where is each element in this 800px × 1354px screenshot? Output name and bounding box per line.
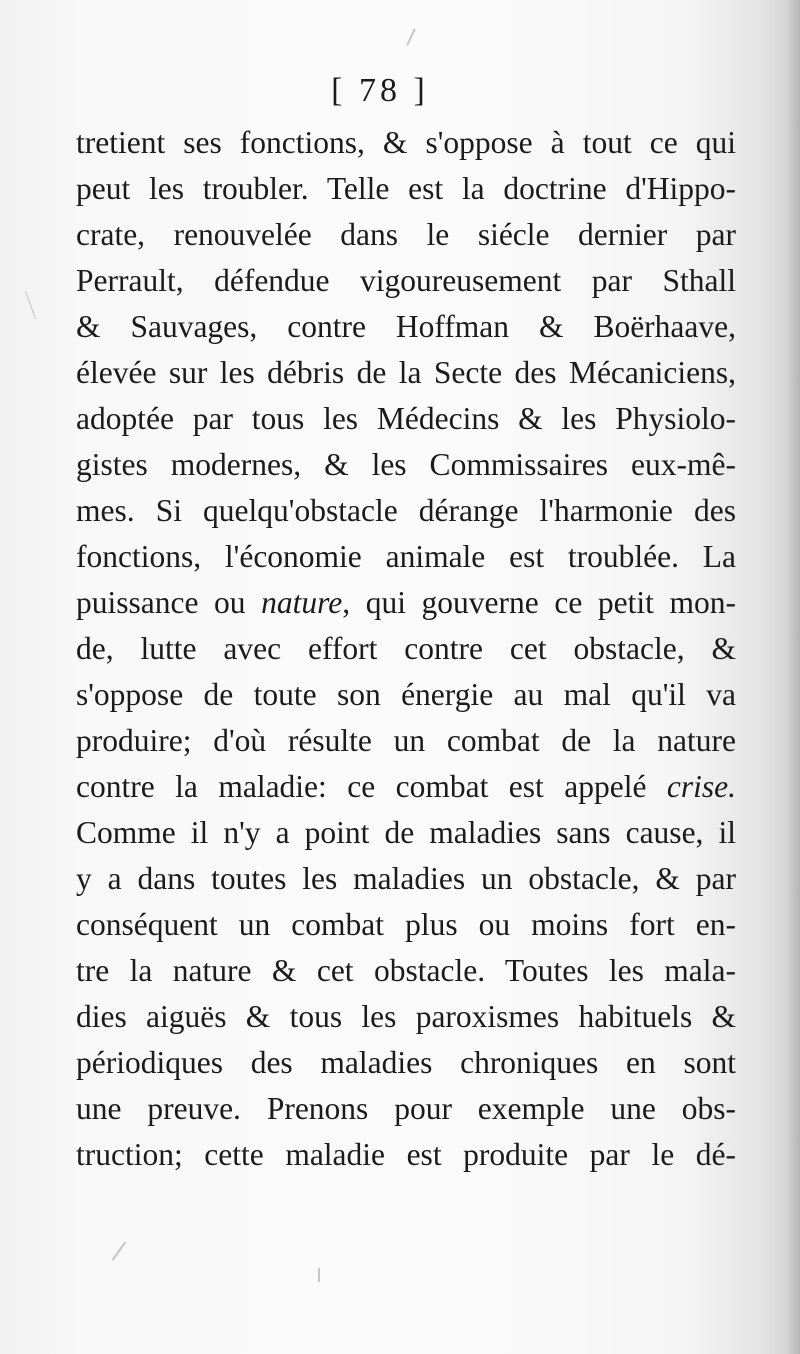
line-text: s'oppose de toute son énergie au mal qu'il va (76, 677, 736, 712)
text-line (76, 304, 736, 350)
text-line (76, 120, 736, 166)
line-text: adoptée par tous les Médecins & les Physiolo- (76, 401, 736, 436)
text-line (76, 488, 736, 534)
line-text: fonctions, l'économie animale est troublée. La (76, 539, 736, 574)
line-text: peut les troubler. Telle est la doctrine d'Hippo- (76, 171, 736, 206)
text-line (76, 350, 736, 396)
text-line (76, 534, 736, 580)
paper-speck (318, 1268, 320, 1282)
line-text: conséquent un combat plus ou moins fort en- (76, 907, 736, 942)
text-line (76, 396, 736, 442)
text-line (76, 856, 736, 902)
text-line (76, 580, 736, 626)
text-line (76, 718, 736, 764)
line-text: gistes modernes, & les Commissaires eux-mê- (76, 447, 736, 482)
text-line (76, 442, 736, 488)
italic-word: crise. (666, 769, 736, 804)
line-text: de, lutte avec effort contre cet obstacle, & (76, 631, 736, 666)
page-number: [ 78 ] (331, 72, 429, 109)
line-text: tretient ses fonctions, & s'oppose à tout ce qui (76, 125, 736, 160)
line-text: élevée sur les débris de la Secte des Mécaniciens, (76, 355, 736, 390)
text-line (76, 948, 736, 994)
text-line (76, 166, 736, 212)
line-text: périodiques des maladies chroniques en sont (76, 1045, 736, 1080)
text-line (76, 258, 736, 304)
line-text: une preuve. Prenons pour exemple une obs- (76, 1091, 736, 1126)
text-line (76, 212, 736, 258)
text-line (76, 626, 736, 672)
line-text: puissance ou (76, 585, 262, 620)
text-line (76, 764, 736, 810)
text-line (76, 994, 736, 1040)
paper-speck (406, 28, 415, 45)
line-text: contre la maladie: ce combat est appelé (76, 769, 667, 804)
paper-speck (112, 1241, 126, 1260)
italic-word: nature (261, 585, 343, 620)
line-text: truction; cette maladie est produite par le dé- (76, 1137, 736, 1172)
line-text: produire; d'où résulte un combat de la nature (76, 723, 736, 758)
paper-speck (25, 291, 36, 320)
line-text: Perrault, défendue vigoureusement par Sthall (76, 263, 736, 298)
text-line (76, 1040, 736, 1086)
line-text: y a dans toutes les maladies un obstacle, & par (76, 861, 736, 896)
text-line (76, 1132, 736, 1178)
line-text: Comme il n'y a point de maladies sans cause, il (76, 815, 736, 850)
line-text: mes. Si quelqu'obstacle dérange l'harmonie des (76, 493, 736, 528)
line-text: tre la nature & cet obstacle. Toutes les mala- (76, 953, 736, 988)
line-text: , qui gouverne ce petit mon- (342, 585, 736, 620)
text-line (76, 810, 736, 856)
line-text: dies aiguës & tous les paroxismes habituels & (76, 999, 736, 1034)
text-line (76, 902, 736, 948)
line-text: & Sauvages, contre Hoffman & Boërhaave, (76, 309, 736, 344)
page-edge-shadow (786, 0, 800, 1354)
text-line (76, 1086, 736, 1132)
line-text: crate, renouvelée dans le siécle dernier par (76, 217, 736, 252)
text-line (76, 672, 736, 718)
